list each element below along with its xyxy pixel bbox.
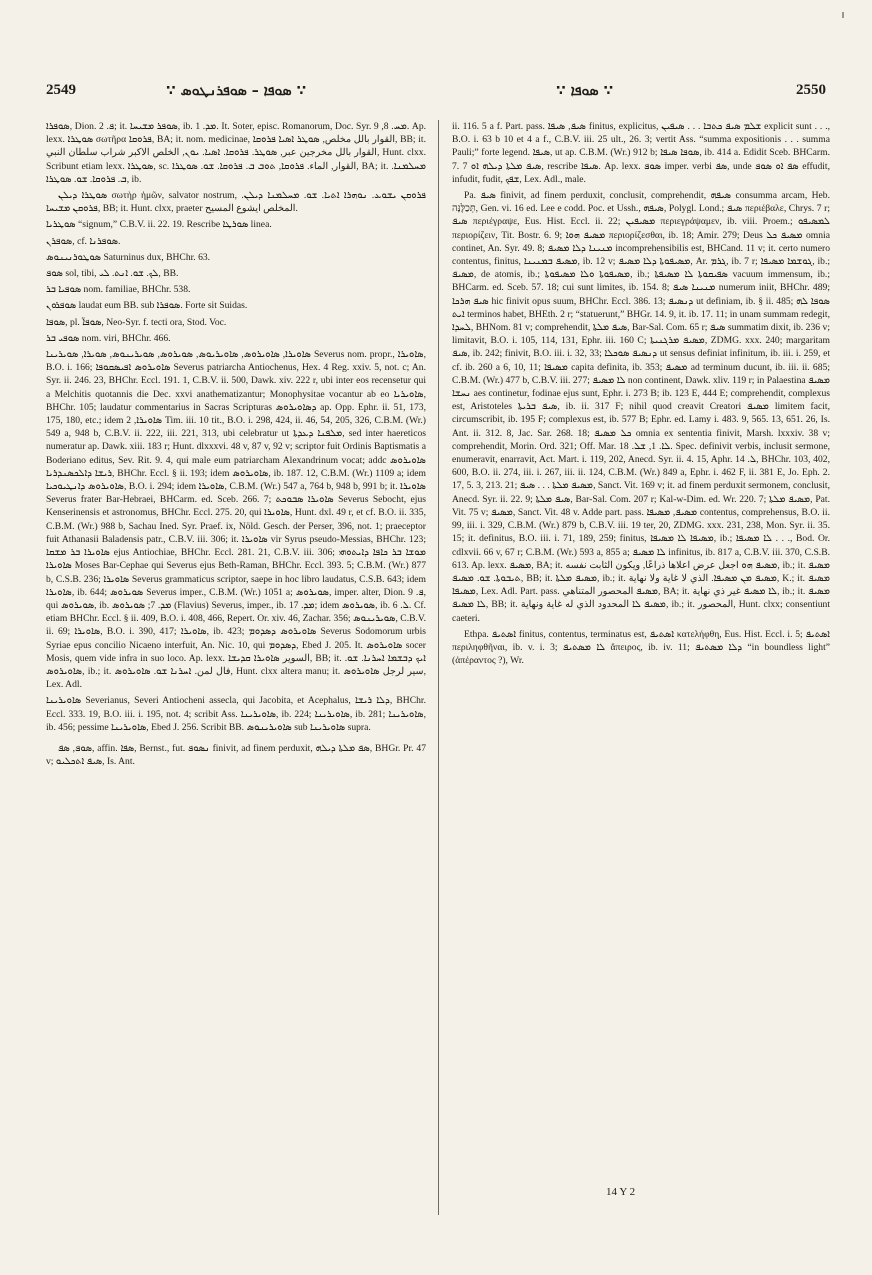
- entry-part-pass: ii. 116. 5 a f. Part. pass. ܣܝܦ, ܣܝܦܐ finitus, explicitus, ܫܠܡ ܣܝܦ ܟܬܒܐ . . . ܣܝܦܝܢ explicit sunt . . ., B.O. i. 63 b 10 et 4 a f., C.B.V. iii. 25 ult., 26. 3; vertit Ass. “summa expositionis . . . summa Pauli;” forte legend. ܣܝܦܐ, ut ap. C.B.M. (Wr.) 912 b; ܣܘܦܐ ܣܝܦܐ, ib. 414 a. Edidit Sceb. BHCarm. 7. 7 ܣܝܦ ܡܠܬܐ ܕܝܠܗ ܐܘ, rescribe ܣܝܦܐ. Ap. lexx. ܣܘܦ imper. verbi ܣܦ, unde ܣܦ ܐܘ ܣܘܦ effudit, infudit, fudit, ܫܦܟ, Lex. Adl., male.: [452, 121, 830, 185]
- entry-cross-reference: ܣܘܦܪܢ, cf. ܣܘܦܪܢܐ.: [46, 235, 121, 247]
- entry-soter-salvator: ܣܘܛܪܐ ܕܝܠܢ σωτὴρ ἡμῶν, salvator nostrum, ܦܪܘܩܢ ܝܫܘܥ. ܢܘܗܪܐ ܐܬܝܐ. ܫܘ. ܡܚܠܡܢܐ ܕܝܠܢ. ܦܪܘܩܢ ܡܫܝܚܐ, BB; it. Hunt. clxx, praeter المخلص ايشوع المسيح.: [46, 190, 426, 215]
- entry-nom-viri: ܣܘܦܝ ܒܪ nom. viri, BHChr. 466.: [46, 332, 171, 344]
- entry-tecti-ora: ܣܘܦܐ, pl. ܣܘܦܐ̈, Neo-Syr. f. tecti ora, Stod. Voc.: [46, 316, 227, 328]
- entry-pael: Pa. ܣܝܦ finivit, ad finem perduxit, conclusit, comprehendit, ܣܝܦܗ consumma arcam, Heb. תְּכַלֶּנָּה, Gen. vi. 16 ed. Lee e codd. Poc. et Ussh., ܣܝܦܗ, Polygl. Lond.; ܣܝܦ περιέβαλε, Chrys. 7 r; ܣܝܦ περιέγραψε, Eus. Hist. Eccl. ii. 22; ܡܣܝܦܝܢ περιεγράψαμεν, ib. viii. Proem.; ܠܡܣܝܦܘ περιορίζειν, Tit. Bostr. 6. 9; ܡܣܝܦ ܗܘܐ περιορίζεσθαι, ib. 18; Amir. 279; Deus ܡܣܝܦ ܟܠ omnia continet, An. Syr. 49. 8; ܡܢܝܢܐ ܕܠܐ ܡܣܝܦ incomprehensibilis est, BHCand. 11 v; it. certo numero contentus, finitus, ܡܣܝܦ ܒܡܢܝܢܐ, ib. 12 v; ܡܣܝܦܘܬܐ ܕܠܐ ܡܣܝܦ, Ar. ܓܪܡ, ib. 7 r; ܓܘܫܡܐ ܡܣܝܦܐ, ib.; ܡܣܝܦ, de atomis, ib.; ܡܣܝܦܘܬܐ ܘܠܐ ܡܣܝܦܘܬܐ, ib.; ܣܦܝܩܘܬܐ ܠܐ ܡܣܝܦܬܐ vacuum immensum, ib.; BHCarm. ed. Sceb. 57. 18; cui sunt limites, ib. 154. 8; ܡܢܝܢܐ ܣܝܦ numerum iniit, BHChr. 489; ܣܝܦ ܗܪܟܐ hic finivit opus suum, BHChr. Eccl. 386. 13; ܕܢܣܝܦ ut definiam, ib. § ii. 485; ܣܘܦܐ ܠܗ ܐܝܬ terminos habet, BHEth. 2 r; “statuerunt,” BHGr. 14. 9, it. ib. 17. 11; in unam summam redegit, ܠܚܕܐ, BHNom. 81 v; comprehendit, ܣܝܦ ܡܠܬܐ, Bar-Sal. Com. 65 r; ܣܝܦ summatim dixit, ib. 236 v; limitavit, B.O. i. 105, 114, 131, Ephr. iii. 160 C; ܡܣܝܦ ܡܪܓܢܝܬܐ, ZDMG. xxx. 240; margaritam ܣܝܦ, ib. 242; finivit, B.O. iii. i. 32, 33; ܕܢܣܝܦ ܣܘܟܠܐ ut sensus definiat infinitum, ib. iii. i. 259, et cf. ib. 260 a 6, 10, 11; ܡܣܝܦܐ capita definita, ib. 353; ܡܣܝܦ ad terminum ducunt, ib. iii. ii. 685; C.B.M. (Wr.) 477 b, C.B.V. iii. 277; ܠܐ ܡܣܝܦ non continent, Dawk. xliv. 119 r; in Palaestina ܡܣܝܦ ܢܚܫܐ aes continetur, fodinae ejus sunt, Ephr. i. 273 B; ib. 123 E, 444 E; comprehendit, complexus est, Aristoteles ܣܝܦ ܒܪܝܬܐ, ib. ii. 317 F; nihil quod creavit Creatori ܡܣܝܦ limitem facit, circumscribit, ib. 195 F; complexus est, ib. 577 B; Ephr. ed. Lamy i. 483. 9, 565. 13, 651. 26, Is. Ant. ii. 312. 8, Jac. Sar. 268. 18; ܟܠ ܡܣܝܦ omnia ex sententia finivit, Marsh. lxxxiv. 38 v; comprehendit, Morin. Ord. 321; Off. Mar. ܠܐ. 1, ܫܠ. 18. Spec. definivit verbis, inclusit sermone, enumeravit, enarravit, Act. Mart. i. 119, 202, Anecd. Syr. ii. 4. 15, Aphr. ܠ. 14, BHChr. 103, 402, 600, B.O. ii. 274, iii. i. 267, iii. ii. 124, C.B.M. (Wr.) 849 a, Ephr. i. 462 F, ii. 381 E, Jo. Eph. 2. 17, 5. 3, 213. 21; ܡܣܝܦ ܡܠܬܐ . . . ܣܝܦ, Sanct. Vit. 169 v; it. ad finem perduxit sermonem, conclusit, Anecd. Syr. ii. 22. 9; ܣܝܦ ܡܠܬܐ, Bar-Sal. Com. 207 r; Kal-w-Dim. ed. Wr. 220. 7; ܡܣܝܦ ܡܠܬܐ, Pat. Vit. 75 v; ܡܣܝܦ, Sanct. Vit. 48 v. Adde part. pass. ܡܣܝܦ, ܡܣܝܦܐ contentus, comprehensus, B.O. ii. 99, iii. i. 329, C.B.M. (Wr.) 879 b, C.B.V. iii. 19 ter, 20, ZDMG. xxx. 231, 238, Mon. Syr. ii. 35. 15; it. definitus, B.O. iii. i. 71, 189, 259; finitus, ܡܣܝܦܐ ܠܐ ܡܣܝܦܐ, ib.; ܠܐ ܡܣܝܦܐ . . ., Bod. Or. cdlxvii. 66 v, 67 r; C.B.M. (Wr.) 593 a, 855 a; ܠܐ ܡܣܝܦ infinitus, ib. 817 a, C.B.V. iii. 370, C.S.B. 613. Ap. lexx. ܡܣܝܦ, BA; it. ܡܣܝܦ ܗܘ اجعل عرض اعلاها ذراعًا, ويكون الثابت نفسه, ib.; it. ܡܣܝܦ ܬܝܒܘܬܐ. ܫܘ. ܡܣܝܦ, BB; it. ܡܣܝܦ ܡܠܬܐ, ib.; it. ܡܣܝܦ ܡܢ ܡܣܝܦܐ. الذي لا غاية ولا نهاية, K.; it. ܡܣܝܦ ܡܣܝܦܐ, Lex. Adl. Part. pass. ܡܣܝܦ المحصور المتناهي, BA; it. ܠܐ ܡܣܝܦ غير ذي نهاية, ib.; it. ܡܣܝܦ ܠܐ ܡܣܝܦ, BB; it. ܡܣܝܦ ܠܐ المحدود الذي له غاية ونهاية, ib.; it. المحصور, Hunt. clxx; consentiunt caeteri.: [452, 190, 830, 624]
- entry-suidas: ܣܘܦܪܘܢ laudat eum BB. sub ܣܘܦܪܐ. Forte sit Suidas.: [46, 300, 248, 312]
- right-running-headword: ∵ ܣܘܦܐ ∵: [556, 83, 614, 99]
- entry-sol: ܣܘܦ sol, tibi, ܠܟ. ܫܘ. ܐܢܬ. ܠܝ, BB.: [46, 268, 179, 280]
- entry-sof-finivit: ܣܘܦ, ܣܦ, affin. ܣܦܐ, Bernst., fut. ܢܣܘܦ finivit, ad finem perduxit, ܣܦ ܡܠܬܐ ܕܝܠܗ, BHGr. Pr. 47 v; ܣܝܦ ܐܬܟܠܝܘ, Is. Ant.: [46, 742, 426, 768]
- page-header: [46, 82, 826, 104]
- right-page-number: 2550: [796, 82, 826, 98]
- entry-ethpa: Ethpa. ܐܣܬܝܦ finitus, contentus, terminatus est, ܐܣܬܝܦ κατελήφθη, Eus. Hist. Eccl. i. 5; ܐܣܬܝܦ περιληφθῆναι, ib. v. i. 3; ܠܐ ܡܣܬܝܦ ἄπειρος, ib. iv. 11; ܕܠܐ ܡܣܬܝܦ “in boundless light” (ἀπέραντος ?), Wr.: [452, 628, 830, 667]
- right-column: [452, 120, 830, 1210]
- entry-soter: ܣܘܦܪܐ, Dion. ܦ. 2; it. ܣܘܦܪ ܡܫܝܚܐ, ib. ܡܕ. 1. It. Soter, episc. Romanorum, Doc. Syr. ܡܚ. 8, 9. Ap. lexx. ܣܘܛܪܐ σωτῆρα ܦܪܘܩܐ, BA; it. nom. medicinae, القوار بالل مخلص, ܣܘܛܪ ܐܣܝܐ ܦܪܘܩܐ, BB; it. القوار بالل مخرجين عبر, ܣܘܛܪ. ܦܪܘܩܐ. ܐܣܝܐ. ܝܘܢ, الخلص الاكبر شراب سلطان النبي, Hunt. clxx. Scribunt etiam lexx. ܣܘܛܪܐ, sc. القوار, الماء. ܦܪܘܩܐ, ܬܘܒ ܒ. ܦܪܘܩܐ. ܫܘ. ܣܘܛܪܐ, BA; it. ܡܚܠܡܢܐ. ܒ. ܦܪܘܩܐ. ܫܘ. ܣܘܛܪܐ, ib.: [46, 121, 426, 185]
- left-running-headword: ∵ ܣܘܦܐ – ܣܘܦܪܢܛܘܣ ∵: [166, 83, 307, 99]
- left-column: [46, 120, 426, 1210]
- page-corner-mark: [842, 12, 844, 18]
- entry-saturninus: ܣܘܛܘܪܢܝܢܘܣ Saturninus dux, BHChr. 63.: [46, 251, 211, 263]
- entry-severianus: ܣܐܘܝܪܝܢܐ Severianus, Severi Antiocheni assecla, qui Jacobita, et Acephalus, ܕܠܐ ܪܝܫܐ, BHChr. Eccl. 333. 19, B.O. iii. i. 195, not. 4; scribit Ass. ܣܐܘܝܪܝܢܐ, ib. 224; ܣܐܘܝܪܝܢܐ, ib. 281; ܣܐܘܝܪܝܢܐ, ib. 456; pessime ܣܐܘܝܪܝܢܐ, Ebed J. 256. Scribit BB. ܣܐܘܝܪܝܢܘܣ sub ܣܐܘܝܪܝܢܐ supra.: [46, 695, 426, 733]
- entry-signum: ܣܘܛܪܝܐ “signum,” C.B.V. ii. 22. 19. Rescribe ܣܘܪܛܐ linea.: [46, 219, 272, 231]
- left-page-number: 2549: [46, 82, 76, 98]
- entry-familia: ܣܘܦܝܐ ܒܪ nom. familiae, BHChr. 538.: [46, 284, 191, 296]
- printer-signature: 14 Y 2: [606, 1186, 636, 1198]
- entry-severus: ܣܐܘܝܪܐ, ܣܐܘܝܪܘܣ, ܣܐܘܝܪܝܘܣ, ܣܘܝܪܘܣ, ܣܘܝܪܝܢܘܣ, ܣܘܝܪܐ, ܣܘܝܪܝܢܐ Severus nom. propr., ܣܐܘܝܪܐ, B.O. i. 166; ܣܐܘܝܪܘܣ ܐܦܝܣܩܘܦܐ Severus patriarcha Antiochenus, Hex. 4 Reg. xxiv. 5, not. c; An. Syr. ii. 246. 23, BHChr. Eccl. 191. 1, C.B.V. ii. 500, Dawk. xiv. 222 r, ubi inter eos recensetur qui a Melchitis quotannis die Dec. xxvi anathematizantur; Monophysitae vocantur ab eo ܣܐܘܝܪܝܐ, BHChr. 105; laudatur commentarius in Sacras Scripturas ܕܣܐܘܝܪܘܣ ap. Opp. Ephr. ii. 51, 173, 175, 180, etc.; idem ܣܐܘܝܪܐ, 2 Tim. iii. 10 tit., B.O. i. 298, 424, ii. 46, 54, 205, 326, C.B.M. (Wr.) 549 a, 948 b, C.B.V. ii. 222, iii. 221, 313, ubi celebratur ut ܡܠܦܢܐ ܕܥܕܬܐ, sed inter haereticos numeratur ap. Dawk. xiii. 183 r; Hunt. dlxxxvi. 48 v, 87 v, 92 v; scriptor fuit Ordinis Baptismatis a Boderiano editus, Sev. Rit. 9. 4, qui male eum patriarcham Alexandrinum vocat; addc ܣܐܘܝܪܘܣ ܪܝܫܐ ܕܐܠܟܣܢܕܪܝܐ, BHChr. Eccl. § ii. 193; idem ܣܐܘܝܪܘܣ, ib. 187. 12, C.B.M. (Wr.) 1109 a; idem ܣܐܘܝܪܘܣ ܕܐܢܛܝܘܟܝܐ, B.O. i. 294; idem ܣܐܘܝܪܐ, C.B.M. (Wr.) 547 a, 764 b, 948 b, 991 b; it. ܣܐܘܝܪܐ Severus frater Bar-Hebraei, BHCarm. ed. Sceb. 266. 7; ܣܐܘܝܪܐ ܣܒܘܟܬ Severus Sebocht, ejus Kenserinensis et astronomus, BHChr. Eccl. 275. 20, qui ܣܐܘܝܪܐ, Hunt. dxl. 49 r, et cf. B.O. ii. 335, C.B.M. (Wr.) 988 b, Sachau Ined. Syr. Praef. ix, Nöld. Gesch. der Perser, 396, not. 1; praeceptor fuit Athanasii Baladensis patr., C.B.V. iii. 306; it. ܣܐܘܝܪܐ vir Syrus pseudo-Messias, BHChr. 123; ܣܐܘܝܪܐ ܒܪ ܡܫܩܐ ejus Antiochiae, BHChr. Eccl. 281. 21, C.B.V. iii. 306; ܡܘܫܐ ܒܪ ܟܐܦܐ ܕܐܝܬܘܗܝ ܣܐܘܝܪܐ Moses Bar-Cephae qui Severus ejus Beth-Raman, BHChr. Eccl. 393. 5; C.B.M. (Wr.) 877 b, C.S.B. 236; ܣܐܘܝܪܐ Severus grammaticus scriptor, saepe in hoc libro laudatus, C.S.B. 643; idem ܣܐܘܝܪܐ, ib. 644; ܣܘܝܪܘܣ Severus imper., C.B.M. (Wr.) 1051 a; ܣܘܝܪܘܣ, imper. alter, Dion. ܦ. 9, qui ܣܘܝܪܘܣ, ib. ܡܕ. 7; ܣܘܝܪܘܣ (Flavius) Severus, imper., ib. ܡܕ. 17; idem ܣܘܝܪܘܣ, ib. ܠ. 6. Cf. etiam BHChr. Eccl. § ii. 409, B.O. i. 408, 466, Repert. Or. xiv. 46, Zachar. 356; ܣܘܝܪܝܢܘܣ, C.B.V. ii. 69; ܣܐܘܝܪܐ, B.O. i. 390, 417; ܣܐܘܝܪܐ, ib. 423; ܣܐܘܝܪܘܣ ܕܣܕܘܡ Severus Sodomorum urbis Syriae epus concilio Nicaeno interfuit, An. Nic. 10, qui ܕܣܕܘܡ, Ebed J. 205. It. ܣܐܘܝܪܘܣ socer Mosis, quem vide infra in suo loco. Ap. lexx. السوير ܣܐܘܝܪܐ ܩܕܝܫܐ, BB; it. ܐܝܟ ܕܒܫܡܐ ܐܚܪܢܐ. ܫܘ. ܣܐܘܝܪܘܣ, ib.; it. فال لمن. ܐܚܪܢܐ ܫܘ. ܣܐܘܝܪܘܣ, Hunt. clxx altera manu; it. سير لرجل ܣܐܘܝܪܘܣ, Lex. Adl.: [46, 349, 426, 691]
- column-divider: [438, 120, 439, 1215]
